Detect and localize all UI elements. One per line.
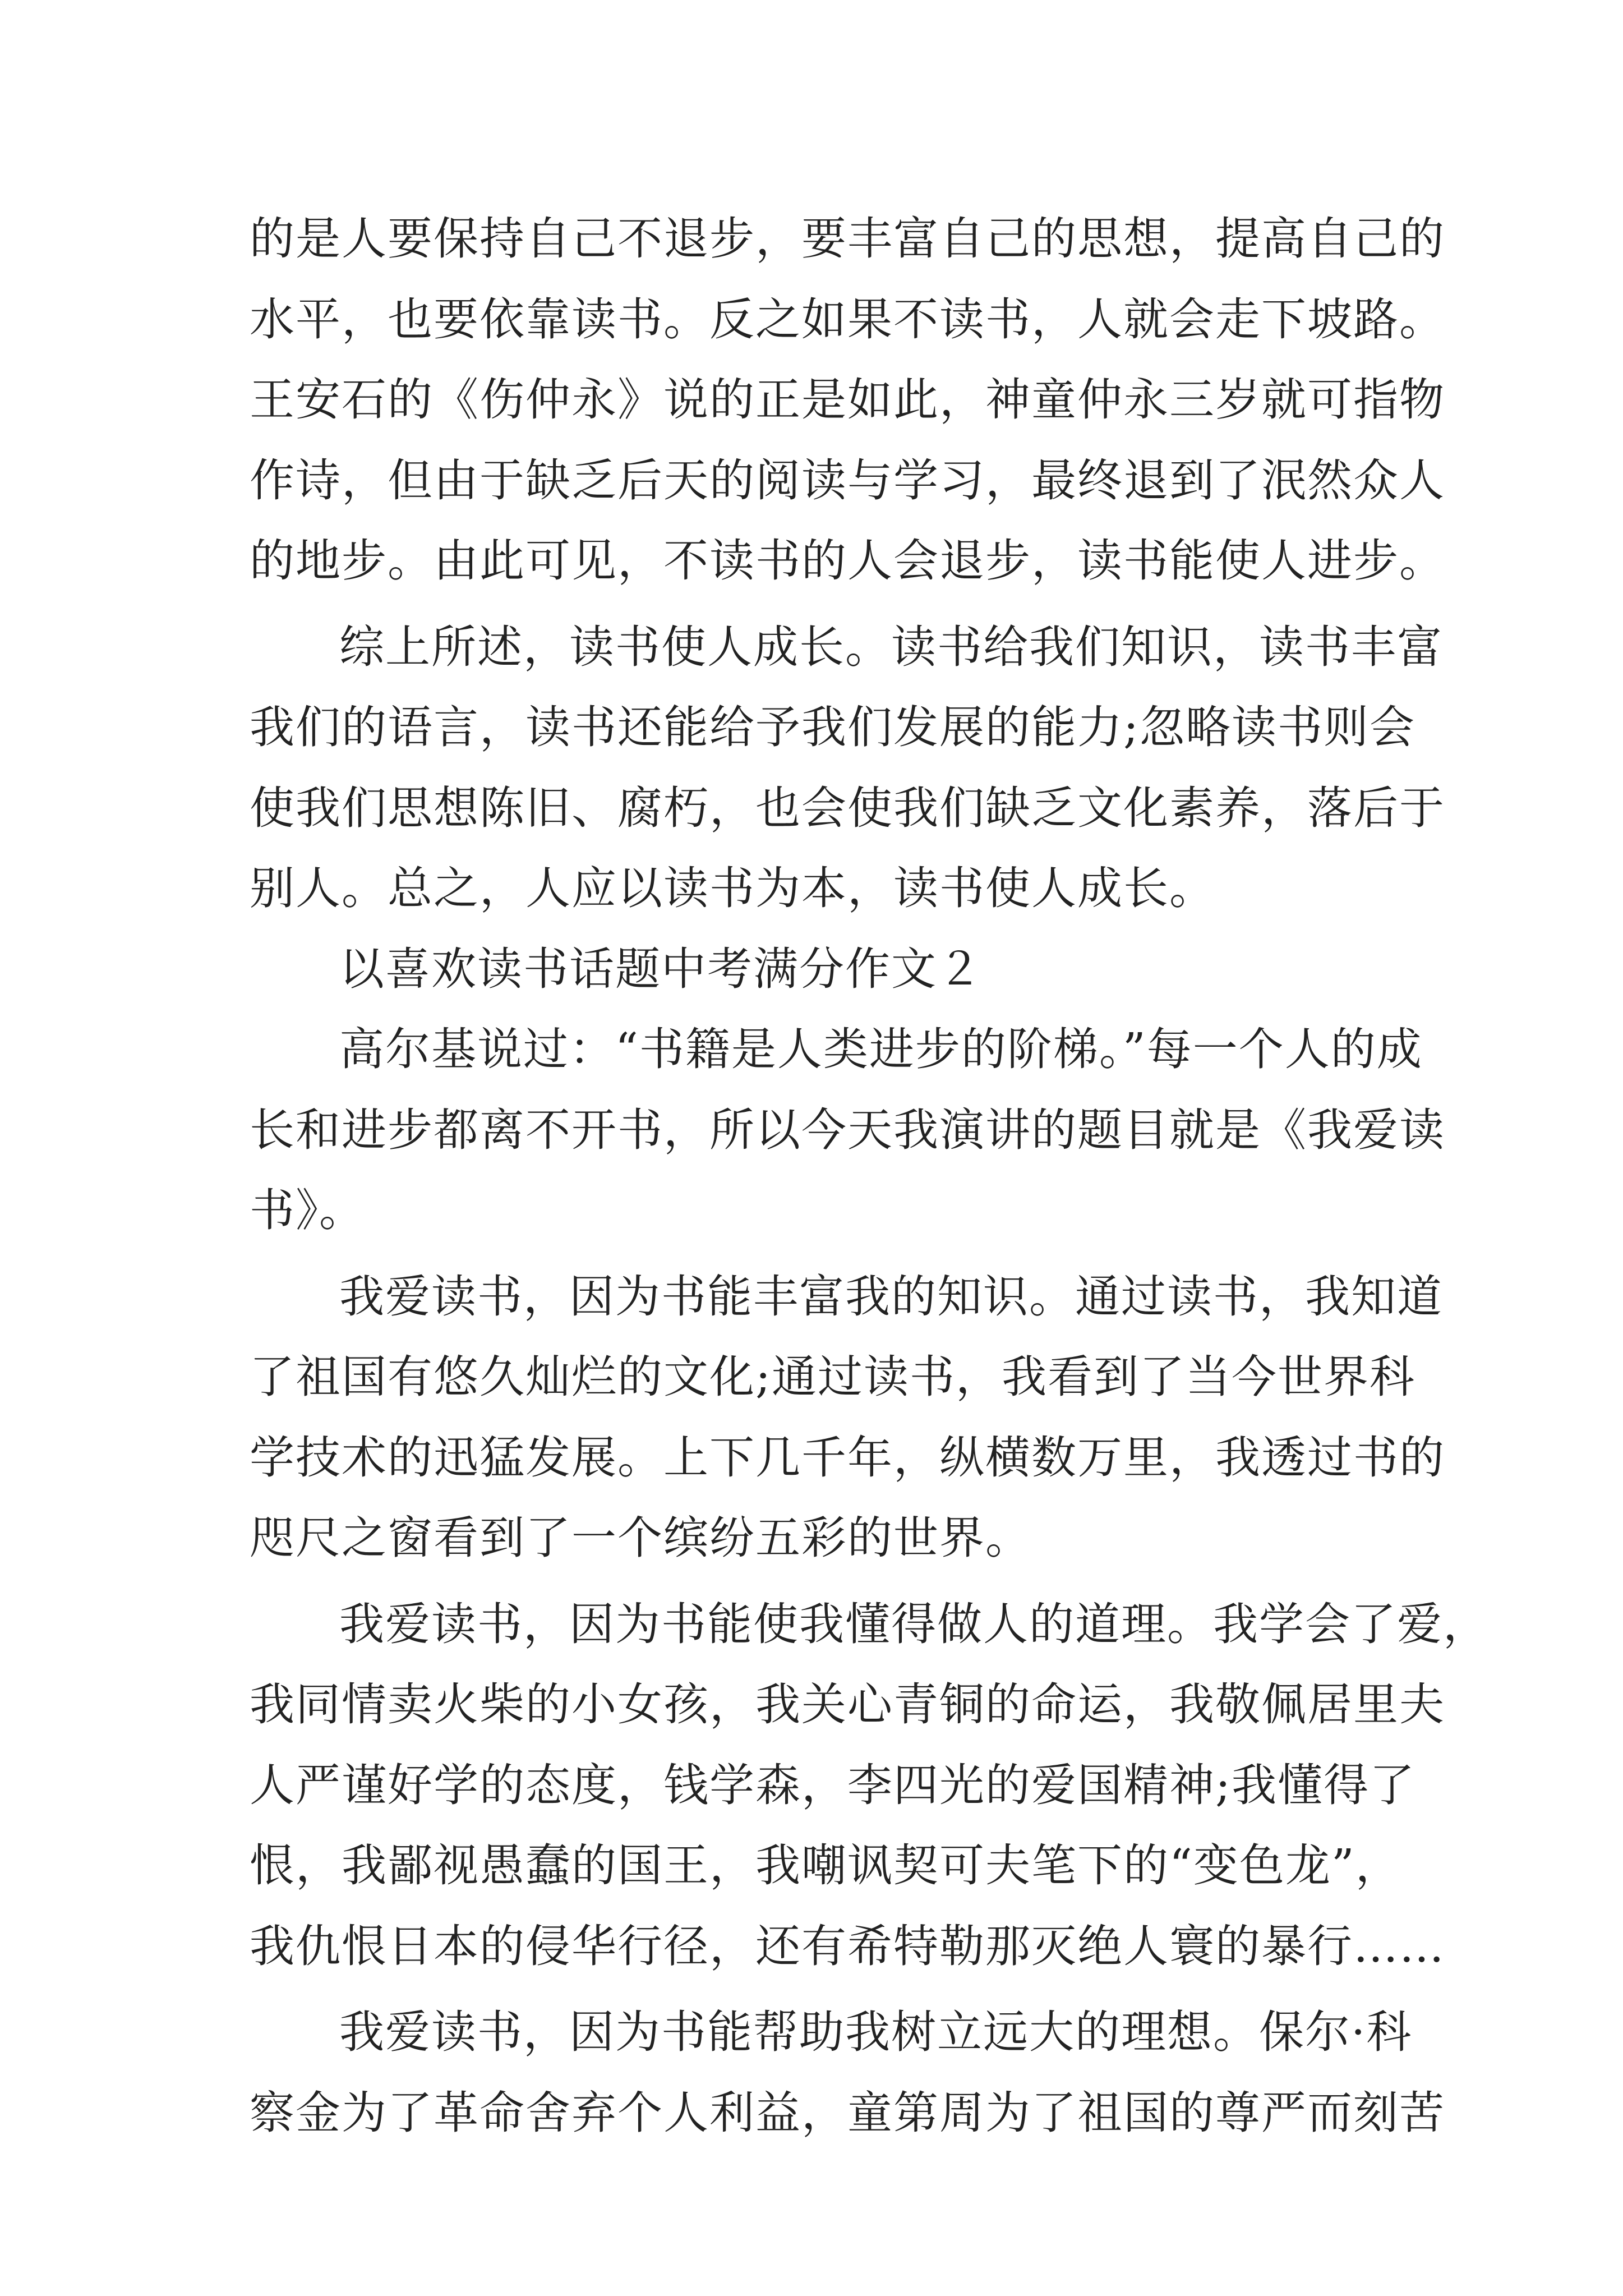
section-heading: 以喜欢读书话题中考满分作文２ — [339, 942, 983, 995]
text-line: 使我们思想陈旧、腐朽，也会使我们缺乏文化素养，落后于 — [250, 781, 1445, 834]
text-line: 王安石的《伤仲永》说的正是如此，神童仲永三岁就可指物 — [250, 374, 1445, 426]
paragraph-first-line: 高尔基说过：“书籍是人类进步的阶梯。”每一个人的成 — [339, 1023, 1423, 1075]
text-line: 学技术的迅猛发展。上下几千年，纵横数万里，我透过书的 — [250, 1431, 1445, 1484]
text-line: 水平，也要依靠读书。反之如果不读书，人就会走下坡路。 — [250, 293, 1445, 346]
text-line: 长和进步都离不开书，所以今天我演讲的题目就是《我爱读 — [250, 1103, 1445, 1156]
document-body — [250, 199, 1489, 2153]
paragraph-first-line: 我爱读书，因为书能帮助我树立远大的理想。保尔·科 — [339, 2006, 1413, 2058]
text-line: 人严谨好学的态度，钱学森，李四光的爱国精神;我懂得了 — [250, 1759, 1415, 1811]
text-line: 察金为了革命舍弃个人利益，童第周为了祖国的尊严而刻苦 — [250, 2086, 1445, 2139]
text-line: 作诗，但由于缺乏后天的阅读与学习，最终退到了泯然众人 — [250, 454, 1445, 507]
text-line: 书》。 — [250, 1184, 365, 1236]
text-line: 的是人要保持自己不退步，要丰富自己的思想，提高自己的 — [250, 213, 1445, 265]
text-line: 恨，我鄙视愚蠢的国王，我嘲讽契可夫笔下的“变色龙”， — [250, 1839, 1401, 1892]
text-line: 的地步。由此可见，不读书的人会退步，读书能使人进步。 — [250, 535, 1445, 587]
paragraph-first-line: 我爱读书，因为书能丰富我的知识。通过读书，我知道 — [339, 1270, 1443, 1323]
paragraph-first-line: 综上所述，读书使人成长。读书给我们知识，读书丰富 — [339, 620, 1443, 673]
text-line: 别人。总之，人应以读书为本，读书使人成长。 — [250, 862, 1215, 914]
text-line: 了祖国有悠久灿烂的文化;通过读书，我看到了当今世界科 — [250, 1351, 1415, 1403]
text-line: 我们的语言，读书还能给予我们发展的能力;忽略读书则会 — [250, 701, 1415, 753]
text-line: 我同情卖火柴的小女孩，我关心青铜的命运，我敬佩居里夫 — [250, 1678, 1445, 1731]
text-line: 咫尺之窗看到了一个缤纷五彩的世界。 — [250, 1512, 1031, 1564]
paragraph-first-line: 我爱读书，因为书能使我懂得做人的道理。我学会了爱， — [339, 1598, 1489, 1650]
text-line: 我仇恨日本的侵华行径，还有希特勒那灭绝人寰的暴行…… — [250, 1920, 1445, 1972]
